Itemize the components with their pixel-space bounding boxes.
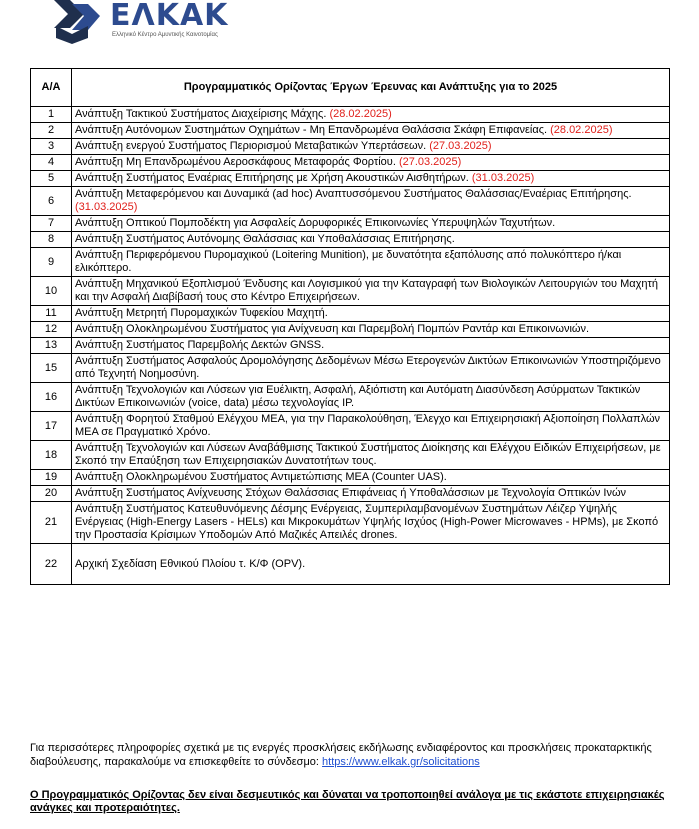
table-body xyxy=(31,107,670,585)
table-row xyxy=(31,107,670,123)
project-title-text: Ανάπτυξη Μηχανικού Εξοπλισμού Ένδυσης και Λογισμικού για την Καταγραφή των Βιολογικών Λειτουργιών του Μαχητή και την Ασφαλή Διαβίβασή τους στο Κέντρο Επιχειρήσεων. xyxy=(75,278,658,303)
row-project-title xyxy=(72,139,670,155)
row-project-title xyxy=(72,470,670,486)
table-row xyxy=(31,155,670,171)
row-number: 9 xyxy=(31,248,72,277)
row-number: 20 xyxy=(31,486,72,502)
table-row xyxy=(31,441,670,470)
row-number: 13 xyxy=(31,338,72,354)
rnd-horizon-table xyxy=(30,68,670,585)
row-number: 6 xyxy=(31,187,72,216)
table-row xyxy=(31,171,670,187)
row-number: 15 xyxy=(31,354,72,383)
project-deadline-date: (28.02.2025) xyxy=(550,124,613,136)
row-project-title xyxy=(72,338,670,354)
table-row xyxy=(31,338,670,354)
project-deadline-date: (31.03.2025) xyxy=(75,201,138,213)
table-row xyxy=(31,139,670,155)
project-title-text: Ανάπτυξη Οπτικού Πομποδέκτη για Ασφαλείς Δορυφορικές Επικοινωνίες Υπερυψηλών Ταχυτήτων. xyxy=(75,217,556,229)
table-row xyxy=(31,216,670,232)
row-project-title xyxy=(72,441,670,470)
row-project-title xyxy=(72,187,670,216)
row-number: 21 xyxy=(31,502,72,544)
row-number: 10 xyxy=(31,277,72,306)
row-project-title xyxy=(72,216,670,232)
project-title-text: Ανάπτυξη Συστήματος Κατευθυνόμενης Δέσμης Ενέργειας, Συμπεριλαμβανομένων Συστημάτων Λέιζερ Υψηλής Ενέργειας (High-Energy Lasers - HELs) και Μικροκυμάτων Υψηλής Ισχύος (High-Power Microwaves - HPMs), με Σκοπό την Προστασία Κρίσιμων Υποδομών Από Μαζικές Απειλές drones. xyxy=(75,503,659,541)
row-number: 1 xyxy=(31,107,72,123)
row-project-title xyxy=(72,123,670,139)
row-number: 2 xyxy=(31,123,72,139)
project-title-text: Ανάπτυξη Περιφερόμενου Πυρομαχικού (Loitering Munition), με δυνατότητα εξαπόλυσης από πολυκόπτερο ή/και ελικόπτερο. xyxy=(75,249,622,274)
row-project-title xyxy=(72,248,670,277)
row-number: 5 xyxy=(31,171,72,187)
row-project-title xyxy=(72,502,670,544)
project-title-text: Ανάπτυξη Συστήματος Εναέριας Επιτήρησης με Χρήση Ακουστικών Αισθητήρων. xyxy=(75,172,472,184)
project-title-text: Ανάπτυξη Ολοκληρωμένου Συστήματος για Ανίχνευση και Παρεμβολή Πομπών Ραντάρ και Επικοινωνιών. xyxy=(75,323,590,335)
project-deadline-date: (27.03.2025) xyxy=(429,140,492,152)
row-project-title xyxy=(72,171,670,187)
project-title-text: Ανάπτυξη Συστήματος Ανίχνευσης Στόχων Θαλάσσιας Επιφάνειας ή Υποθαλάσσιων με Τεχνολογία Οπτικών Ινών xyxy=(75,487,627,499)
row-number: 19 xyxy=(31,470,72,486)
project-title-text: Ανάπτυξη Συστήματος Παρεμβολής Δεκτών GNSS. xyxy=(75,339,325,351)
table-row xyxy=(31,502,670,544)
row-project-title xyxy=(72,322,670,338)
logo-chevron-icon xyxy=(50,0,106,44)
project-title-text: Ανάπτυξη Μετρητή Πυρομαχικών Τυφεκίου Μαχητή. xyxy=(75,307,328,319)
row-number: 11 xyxy=(31,306,72,322)
table-row xyxy=(31,412,670,441)
disclaimer-text: Ο Προγραμματικός Ορίζοντας δεν είναι δεσμευτικός και δύναται να τροποποιηθεί ανάλογα με τις εκάστοτε επιχειρησιακές ανάγκες και προτεραιότητες. xyxy=(30,789,665,814)
row-number: 18 xyxy=(31,441,72,470)
row-number: 3 xyxy=(31,139,72,155)
header-title: Προγραμματικός Ορίζοντας Έργων Έρευνας και Ανάπτυξης για το 2025 xyxy=(72,69,670,107)
info-paragraph xyxy=(30,741,680,769)
row-project-title xyxy=(72,354,670,383)
project-title-text: Ανάπτυξη Μη Επανδρωμένου Αεροσκάφους Μεταφοράς Φορτίου. xyxy=(75,156,399,168)
project-title-text: Ανάπτυξη Συστήματος Αυτόνομης Θαλάσσιας και Υποθαλάσσιας Επιτήρησης. xyxy=(75,233,455,245)
table-row xyxy=(31,232,670,248)
logo-wordmark: ΕΛΚΑΚ xyxy=(110,0,229,33)
table-header-row xyxy=(31,69,670,107)
table-row xyxy=(31,470,670,486)
project-title-text: Ανάπτυξη Αυτόνομων Συστημάτων Οχημάτων - Μη Επανδρωμένα Θαλάσσια Σκάφη Επιφανείας. xyxy=(75,124,551,136)
project-title-text: Ανάπτυξη Φορητού Σταθμού Ελέγχου ΜΕΑ, για την Παρακολούθηση, Έλεγχο και Επιχειρησιακή Αξιοποίηση Πολλαπλών ΜΕΑ σε Πραγματικό Χρόνο. xyxy=(75,413,661,438)
table-row xyxy=(31,486,670,502)
table-row xyxy=(31,306,670,322)
row-project-title xyxy=(72,277,670,306)
row-project-title xyxy=(72,544,670,585)
row-project-title xyxy=(72,412,670,441)
header-number: Α/Α xyxy=(31,69,72,107)
row-number: 8 xyxy=(31,232,72,248)
logo-subtitle: Ελληνικό Κέντρο Αμυντικής Καινοτομίας xyxy=(112,32,218,38)
table-row xyxy=(31,248,670,277)
table-row xyxy=(31,383,670,412)
project-title-text: Ανάπτυξη Τεχνολογιών και Λύσεων Αναβάθμισης Τακτικού Συστήματος Διοίκησης και Ελέγχου Ειδικών Επιχειρήσεων, με Σκοπό την Επαύξηση των Επιχειρησιακών Δυνατοτήτων τους. xyxy=(75,442,661,467)
project-deadline-date: (28.02.2025) xyxy=(329,108,392,120)
project-title-text: Ανάπτυξη Τακτικού Συστήματος Διαχείρισης Μάχης. xyxy=(75,108,330,120)
project-title-text: Αρχική Σχεδίαση Εθνικού Πλοίου τ. Κ/Φ (OPV). xyxy=(75,557,306,570)
row-number: 16 xyxy=(31,383,72,412)
row-project-title xyxy=(72,306,670,322)
table-row xyxy=(31,123,670,139)
row-project-title xyxy=(72,107,670,123)
row-project-title xyxy=(72,232,670,248)
solicitations-link[interactable]: https://www.elkak.gr/solicitations xyxy=(322,756,480,768)
table-row xyxy=(31,277,670,306)
project-deadline-date: (31.03.2025) xyxy=(471,172,535,184)
row-number: 12 xyxy=(31,322,72,338)
project-title-text: Ανάπτυξη Τεχνολογιών και Λύσεων για Ευέλικτη, Ασφαλή, Αξιόπιστη και Αυτόματη Διασύνδεση Ασύρματων Τακτικών Δικτύων Επικοινωνιών (voice, data) μέσω τεχνολογίας IP. xyxy=(75,384,641,409)
info-text: Για περισσότερες πληροφορίες σχετικά με τις ενεργές προσκλήσεις εκδήλωσης ενδιαφέροντος και προσκλήσεις προκαταρκτικής διαβούλευσης, παρακαλούμε να επισκεφθείτε το σύνδεσμο: xyxy=(30,742,652,768)
project-title-text: Ανάπτυξη Μεταφερόμενου και Δυναμικά (ad hoc) Αναπτυσσόμενου Συστήματος Θαλάσσιας/Εναέριας Επιτήρησης. xyxy=(75,188,632,200)
row-number: 4 xyxy=(31,155,72,171)
project-deadline-date: (27.03.2025) xyxy=(398,156,462,168)
project-title-text: Ανάπτυξη ενεργού Συστήματος Περιορισμού Μεταβατικών Υπερτάσεων. xyxy=(75,140,430,152)
table-row xyxy=(31,187,670,216)
table-row xyxy=(31,354,670,383)
row-project-title xyxy=(72,383,670,412)
elkak-logo xyxy=(50,0,270,44)
project-title-text: Ανάπτυξη Ολοκληρωμένου Συστήματος Αντιμετώπισης ΜΕΑ (Counter UAS). xyxy=(75,471,447,483)
row-project-title xyxy=(72,155,670,171)
row-number: 22 xyxy=(31,544,72,585)
table-row xyxy=(31,322,670,338)
project-title-text: Ανάπτυξη Συστήματος Ασφαλούς Δρομολόγησης Δεδομένων Μέσω Ετερογενών Δικτύων Επικοινωνιών Υποστηριζόμενο από Τεχνητή Νοημοσύνη. xyxy=(75,355,661,380)
row-number: 17 xyxy=(31,412,72,441)
table-row xyxy=(31,544,670,585)
row-number: 7 xyxy=(31,216,72,232)
row-project-title xyxy=(72,486,670,502)
